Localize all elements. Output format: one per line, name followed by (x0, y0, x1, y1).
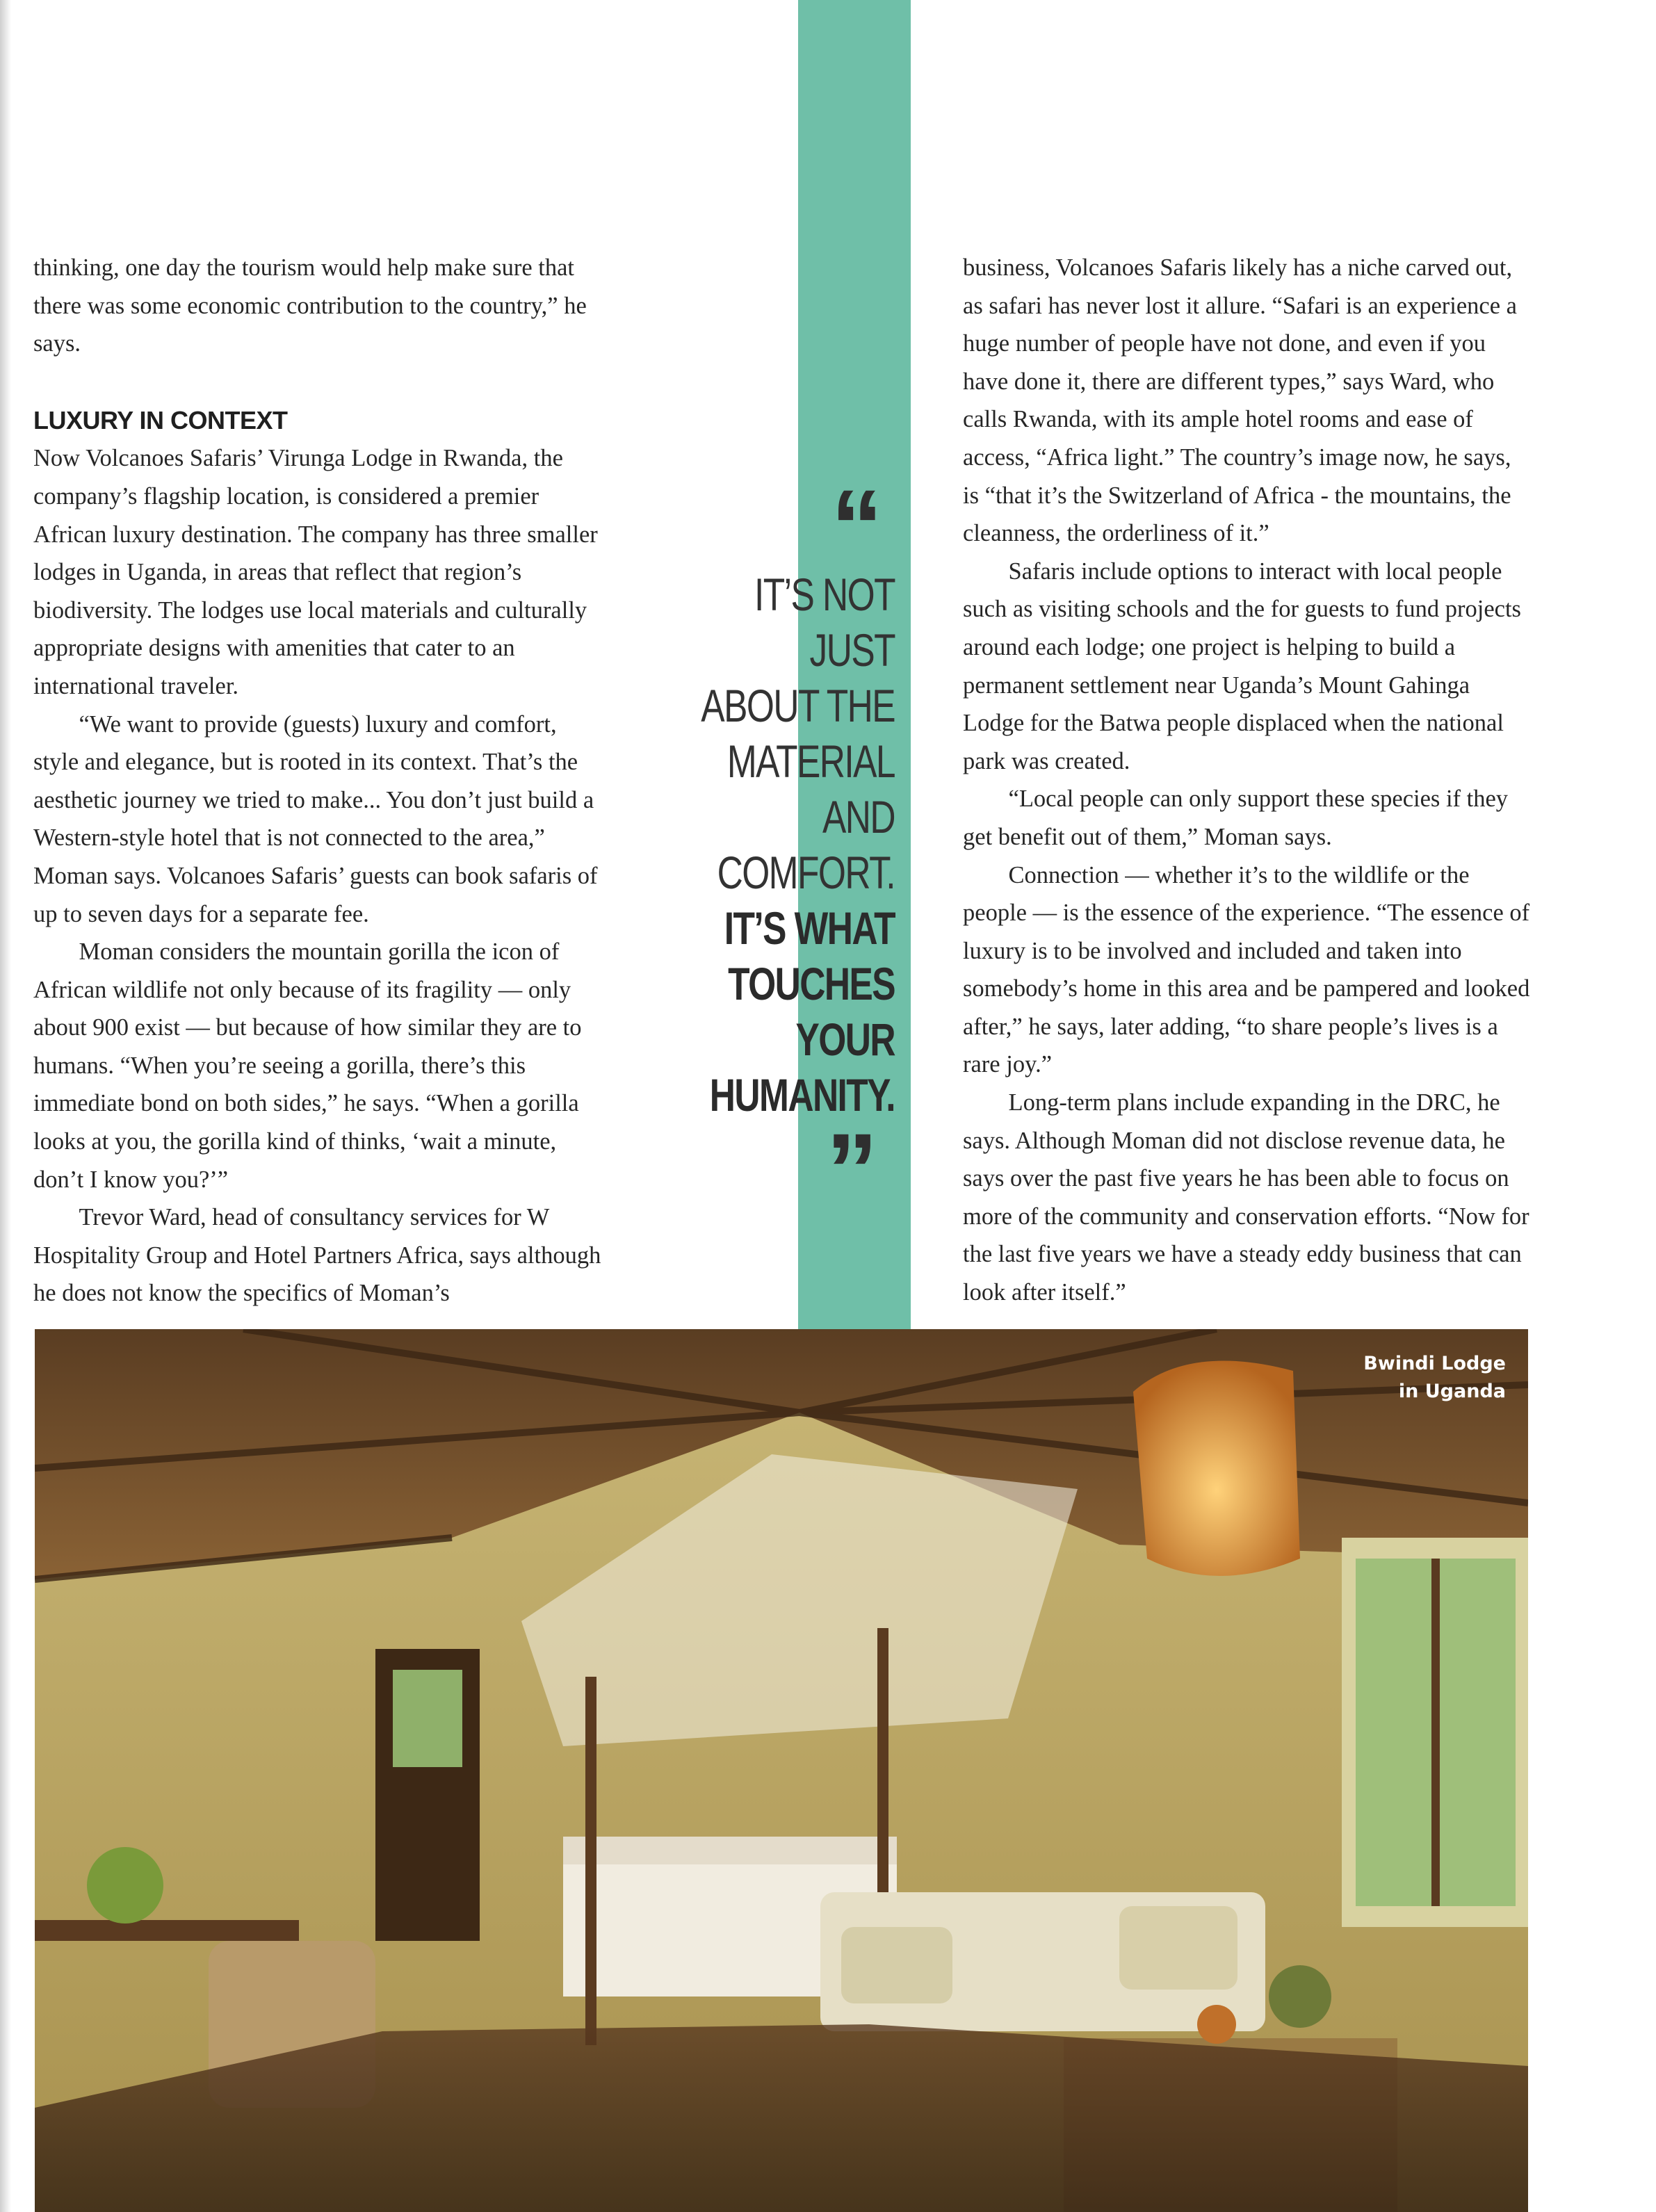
lead-in-paragraph: thinking, one day the tourism would help make sure that there was some economic contribution to the country,” he says. (33, 254, 587, 357)
body-paragraph: Long-term plans include expanding in the DRC, he says. Although Moman did not disclose revenue data, he says over the past five years he has been able to focus on more of the community and conservation efforts. “Now for the last five years we have a steady eddy business that can look after itself.” (963, 1089, 1529, 1306)
caption-line: Bwindi Lodge (1363, 1353, 1506, 1374)
body-paragraph: “We want to provide (guests) luxury and comfort, style and elegance, but is rooted in its context. That’s the aesthetic journey we tried to make... You don’t just build a Western-style hotel that is not connected to the area,” Moman says. Volcanoes Safaris’ guests can book safaris of up to seven days for a separate fee. (33, 710, 598, 927)
body-paragraph: “Local people can only support these species if they get benefit out of them,” Moman says. (963, 786, 1509, 850)
open-quote-icon: “ (831, 468, 883, 585)
page-edge-shadow (0, 0, 11, 2212)
pull-quote-line: IT’S NOT JUST (754, 569, 895, 676)
photo-caption (1363, 1350, 1506, 1406)
pull-quote-line: HUMANITY. (709, 1069, 895, 1121)
body-paragraph: Moman considers the mountain gorilla the icon of African wildlife not only because of its fragility — only about 900 exist — but because of how similar they are to humans. “When you’re seeing a gorilla, there’s this immediate bond on both sides,” he says. “When a gorilla looks at you, the gorilla kind of thinks, ‘wait a minute, don’t I know you?’” (33, 938, 582, 1193)
pull-quote-line: AND COMFORT. (717, 791, 895, 898)
pull-quote (678, 567, 895, 1123)
lodge-bedroom-photo (35, 1329, 1528, 2212)
left-column (33, 249, 603, 1312)
close-quote-icon: ” (826, 1112, 878, 1228)
body-paragraph: Trevor Ward, head of consultancy services for W Hospitality Group and Hotel Partners Africa, says although he does not know the specifics of Moman’s (33, 1204, 601, 1307)
body-paragraph: Connection — whether it’s to the wildlife or the people — is the essence of the experience. “The essence of luxury is to be involved and included and taken into somebody’s home in this area and be pampered and looked after,” he says, later adding, “to share people’s lives is a rare joy.” (963, 861, 1530, 1078)
body-paragraph: business, Volcanoes Safaris likely has a niche carved out, as safari has never lost it allure. “Safari is an experience a huge number of people have not done, and even if you have done it, there are different types,” says Ward, who calls Rwanda, with its ample hotel rooms and ease of access, “Africa light.” The country’s image now, he says, is “that it’s the Switzerland of Africa - the mountains, the cleanness, the orderliness of it.” (963, 254, 1517, 547)
body-paragraph: Now Volcanoes Safaris’ Virunga Lodge in Rwanda, the company’s flagship location, is considered a premier African luxury destination. The company has three smaller lodges in Uganda, in areas that reflect that region’s biodiversity. The lodges use local materials and culturally appropriate designs with amenities that cater to an international traveler. (33, 445, 598, 699)
caption-line: in Uganda (1398, 1381, 1506, 1402)
pull-quote-line: IT’S WHAT (724, 902, 895, 954)
pull-quote-line: MATERIAL (726, 735, 895, 787)
section-heading: LUXURY IN CONTEXT (33, 405, 288, 434)
pull-quote-line: TOUCHES (728, 958, 895, 1009)
pull-quote-line: ABOUT THE (701, 680, 895, 731)
body-paragraph: Safaris include options to interact with local people such as visiting schools and the for guests to fund projects around each lodge; one project is helping to build a permanent settlement near Uganda’s Mount Gahinga Lodge for the Batwa people displaced when the national park was created. (963, 558, 1521, 774)
pull-quote-line: YOUR (795, 1014, 895, 1065)
right-column (963, 249, 1533, 1312)
photo-illustration (35, 1329, 1528, 2212)
